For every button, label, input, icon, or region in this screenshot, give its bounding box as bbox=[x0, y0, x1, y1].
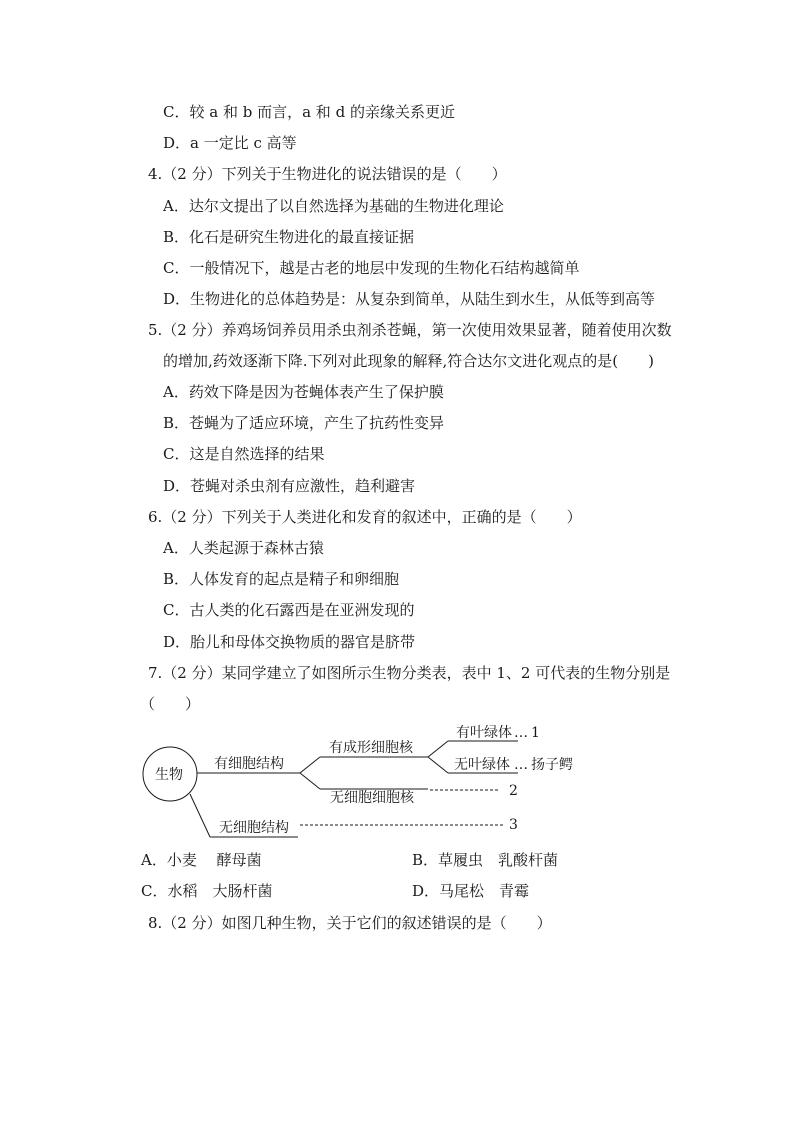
diagram-dots-1: … bbox=[514, 725, 528, 741]
diagram-has-cell-label: 有细胞结构 bbox=[214, 756, 284, 772]
diagram-no-nucleus-label: 无细胞细胞核 bbox=[330, 790, 414, 806]
q6-option-d: D．胎儿和母体交换物质的器官是脐带 bbox=[163, 633, 416, 651]
q6-option-a: A．人类起源于森林古猿 bbox=[163, 539, 324, 557]
q5-stem-line2: 的增加,药效逐渐下降.下列对此现象的解释,符合达尔文进化观点的是( ) bbox=[163, 352, 655, 370]
q4-stem: 4.（2 分）下列关于生物进化的说法错误的是（ ） bbox=[148, 165, 507, 183]
diagram-label-1: 1 bbox=[531, 725, 540, 741]
diagram-has-nucleus-label: 有成形细胞核 bbox=[329, 740, 413, 756]
q4-option-c: C．一般情况下，越是古老的地层中发现的生物化石结构越简单 bbox=[163, 259, 580, 277]
diagram-label-2: 2 bbox=[509, 783, 518, 799]
diagram-has-chloroplast-label: 有叶绿体 bbox=[456, 725, 512, 741]
diagram-label-3: 3 bbox=[509, 817, 518, 833]
q5-option-a: A．药效下降是因为苍蝇体表产生了保护膜 bbox=[163, 383, 444, 401]
q3-option-d: D．a 一定比 c 高等 bbox=[163, 134, 297, 152]
diagram-no-cell-label: 无细胞结构 bbox=[219, 820, 289, 836]
q5-option-b: B．苍蝇为了适应环境，产生了抗药性变异 bbox=[163, 414, 445, 432]
diagram-root-label: 生物 bbox=[155, 767, 183, 783]
q6-option-b: B．人体发育的起点是精子和卵细胞 bbox=[163, 570, 400, 588]
q7-option-d: D．马尾松 青霉 bbox=[412, 882, 530, 900]
diagram-dots-2: … bbox=[514, 757, 528, 773]
q6-option-c: C．古人类的化石露西是在亚洲发现的 bbox=[163, 601, 415, 619]
diagram-no-chloroplast-label: 无叶绿体 bbox=[454, 757, 510, 773]
q7-option-b: B．草履虫 乳酸杆菌 bbox=[412, 851, 559, 869]
q4-option-d: D．生物进化的总体趋势是：从复杂到简单，从陆生到水生，从低等到高等 bbox=[163, 290, 656, 308]
q5-stem-line1: 5.（2 分）养鸡场饲养员用杀虫剂杀苍蝇，第一次使用效果显著，随着使用次数 bbox=[148, 321, 672, 339]
q8-stem: 8.（2 分）如图几种生物，关于它们的叙述错误的是（ ） bbox=[148, 914, 552, 932]
q4-option-a: A．达尔文提出了以自然选择为基础的生物进化理论 bbox=[163, 197, 504, 215]
q5-option-d: D．苍蝇对杀虫剂有应激性，趋利避害 bbox=[163, 477, 416, 495]
diagram-alligator-label: 扬子鳄 bbox=[531, 757, 573, 773]
q5-option-c: C．这是自然选择的结果 bbox=[163, 445, 325, 463]
diagram-root-circle bbox=[143, 747, 197, 801]
q7-stem-line2: （ ） bbox=[140, 695, 201, 713]
q3-option-c: C．较 a 和 b 而言，a 和 d 的亲缘关系更近 bbox=[163, 103, 455, 121]
q7-option-a: A．小麦 酵母菌 bbox=[141, 851, 262, 869]
q7-option-c: C．水稻 大肠杆菌 bbox=[141, 882, 273, 900]
q4-option-b: B．化石是研究生物进化的最直接证据 bbox=[163, 228, 415, 246]
q6-stem: 6.（2 分）下列关于人类进化和发育的叙述中，正确的是（ ） bbox=[148, 508, 582, 526]
q7-stem-line1: 7.（2 分）某同学建立了如图所示生物分类表，表中 1、2 可代表的生物分别是 bbox=[148, 664, 671, 682]
